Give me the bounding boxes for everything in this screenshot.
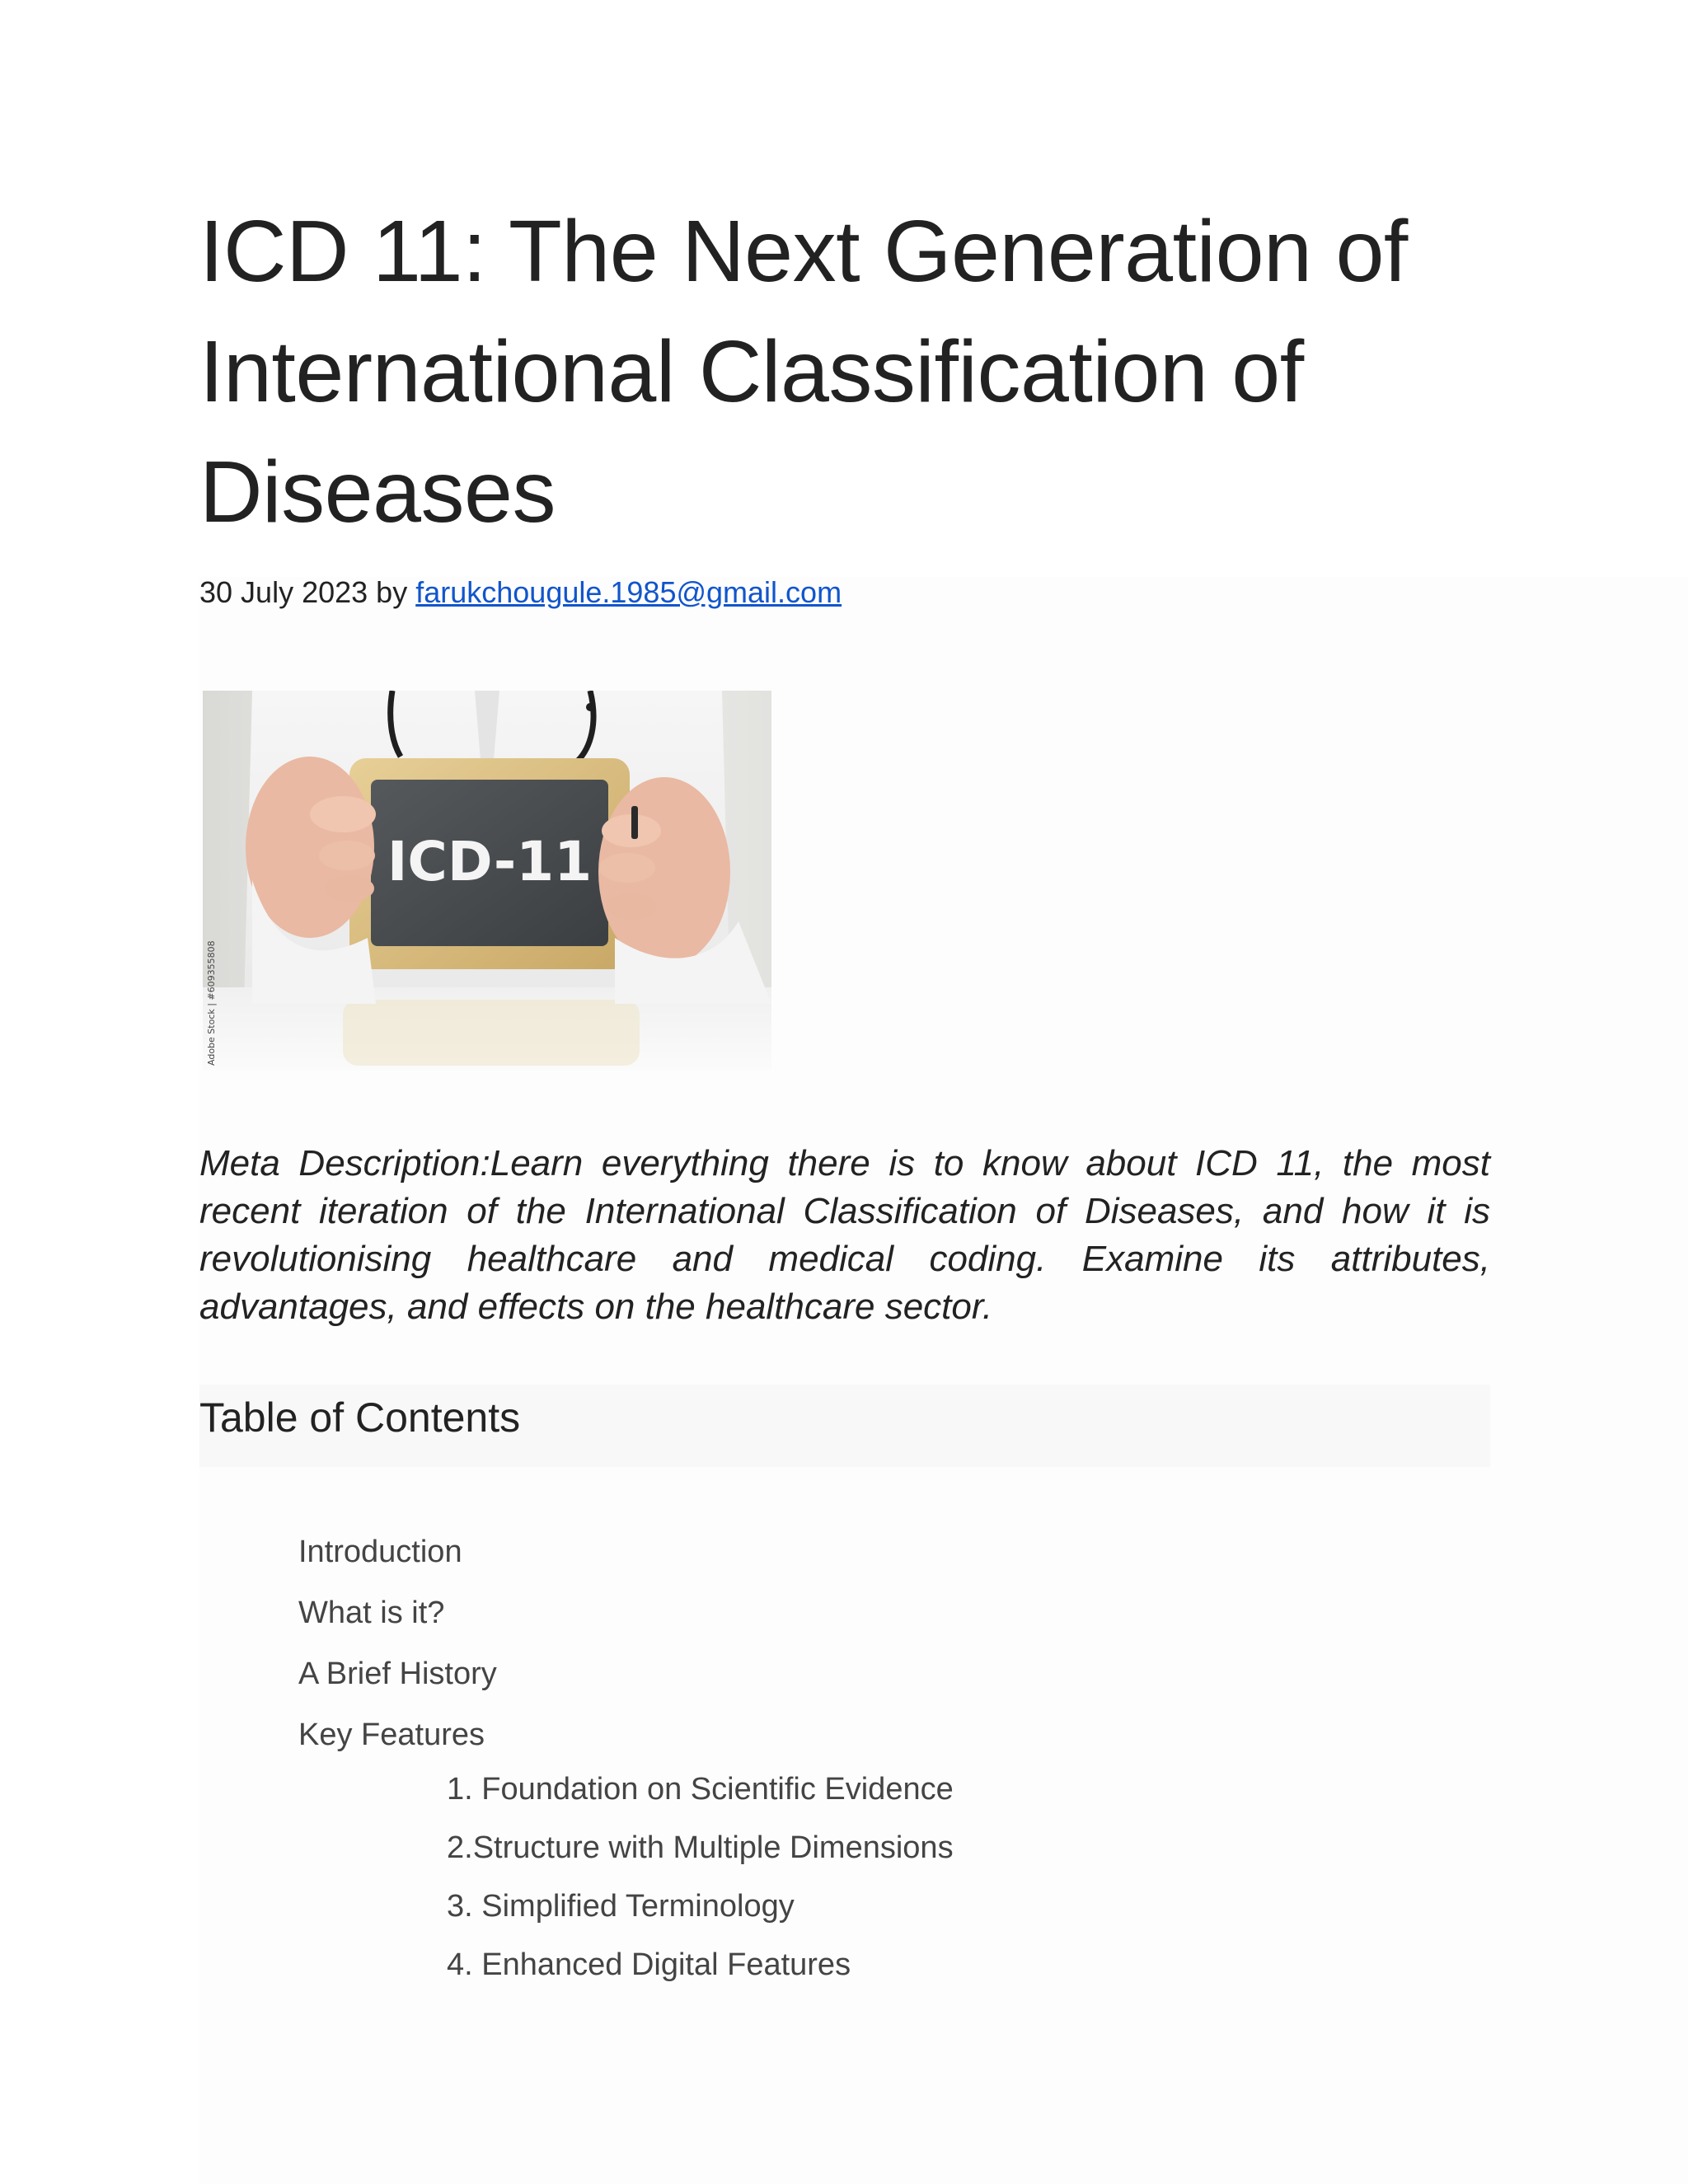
hero-board-text: ICD-11 (387, 830, 593, 893)
toc-item-what-is-it[interactable]: What is it? (298, 1596, 445, 1630)
toc-subitem-digital-features[interactable]: 4. Enhanced Digital Features (447, 1947, 851, 1982)
meta-description: Meta Description:Learn everything there is to know about ICD 11, the most recent iteration of the International Classification of Diseases, and how it is revolutionising healthcare and medical coding. Examine its attributes, advantages, and effects on the healthcare sector. (199, 1143, 1490, 1327)
toc-subitem-multiple-dimensions[interactable]: 2.Structure with Multiple Dimensions (447, 1830, 954, 1865)
toc-sublist (447, 1760, 954, 1994)
toc-subitem-scientific-evidence[interactable]: 1. Foundation on Scientific Evidence (447, 1772, 954, 1807)
toc-item-introduction[interactable]: Introduction (298, 1535, 462, 1569)
publish-date: 30 July 2023 (199, 575, 368, 609)
author-email-link[interactable]: farukchougule.1985@gmail.com (415, 575, 842, 609)
toc-heading: Table of Contents (199, 1394, 521, 1441)
hero-image (203, 691, 771, 1071)
article-title: ICD 11: The Next Generation of International Classification of Diseases (199, 203, 1408, 541)
byline-by: by (376, 575, 408, 609)
toc-list (298, 1521, 497, 1765)
toc-item-key-features[interactable]: Key Features (298, 1718, 485, 1752)
toc-subitem-simplified-terminology[interactable]: 3. Simplified Terminology (447, 1889, 795, 1924)
toc-item-brief-history[interactable]: A Brief History (298, 1657, 497, 1691)
hero-watermark: Adobe Stock | #609355808 (206, 940, 217, 1066)
byline (199, 572, 842, 613)
